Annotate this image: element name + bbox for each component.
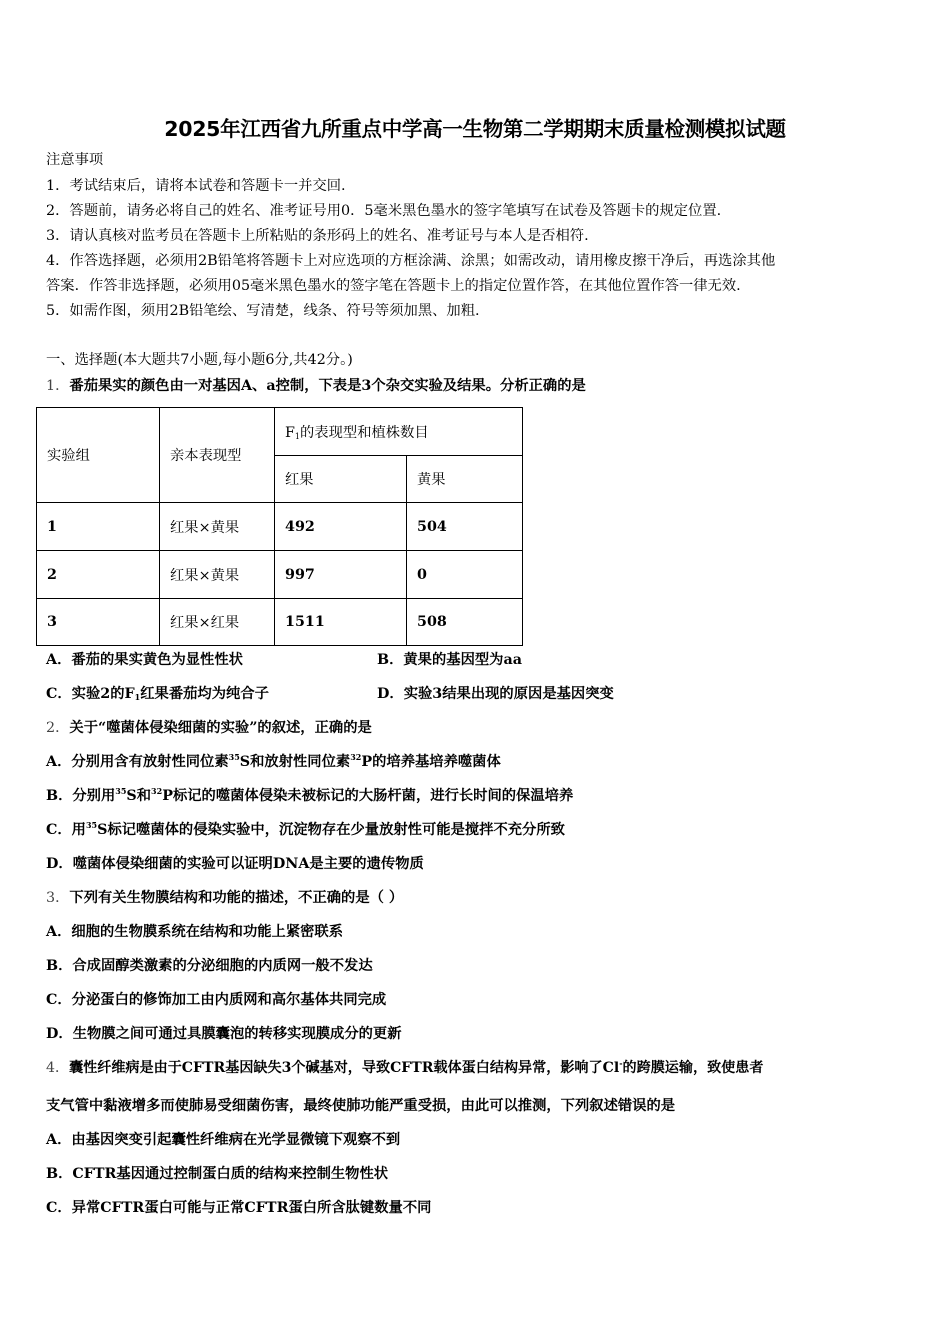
header-group: 实验组 [37, 408, 160, 503]
q1-option-c: C．实验2的$F_1$红果番茄均为纯合子 [46, 686, 269, 702]
cell-yellow: 0 [407, 551, 523, 599]
notice-item: 2．答题前，请务必将自己的姓名、准考证号用0．5毫米黑色墨水的签字笔填写在试卷及答题卡的规定位置. [46, 203, 722, 219]
question-number: 4． [46, 1060, 70, 1076]
question-1 [46, 376, 586, 396]
cell-group: 3 [37, 599, 160, 646]
q3-option-a: A．细胞的生物膜系统在结构和功能上紧密联系 [46, 924, 344, 940]
header-f1: $F_1$的表现型和植株数目 [275, 408, 523, 456]
q3-option-b: B．合成固醇类激素的分泌细胞的内质网一般不发达 [46, 958, 373, 974]
page-title: 2025年江西省九所重点中学高一生物第二学期期末质量检测模拟试题 [164, 117, 786, 141]
question-2 [46, 718, 372, 738]
question-stem: 下列有关生物膜结构和功能的描述，不正确的是（ ） [69, 890, 404, 906]
cell-parent: 红果×黄果 [160, 503, 275, 551]
question-number: 2． [46, 720, 70, 736]
cell-red: 997 [275, 551, 407, 599]
cell-yellow: 508 [407, 599, 523, 646]
section-heading: 一、选择题(本大题共7小题,每小题6分,共42分。) [46, 352, 353, 368]
question-number: 1． [46, 378, 70, 394]
notice-item: 3．请认真核对监考员在答题卡上所粘贴的条形码上的姓名、准考证号与本人是否相符. [46, 228, 589, 244]
q1-option-d: D．实验3结果出现的原因是基因突变 [377, 686, 614, 702]
q2-option-a: A．分别用含有放射性同位素$^{35}$S和放射性同位素$^{32}$P的培养基培养噬菌体 [46, 752, 501, 770]
q2-option-b: B．分别用$^{35}$S和$^{32}$P标记的噬菌体侵染未被标记的大肠杆菌，进行长时间的保温培养 [46, 786, 574, 804]
cell-group: 1 [37, 503, 160, 551]
table-row [37, 551, 523, 599]
q3-option-d: D．生物膜之间可通过具膜囊泡的转移实现膜成分的更新 [46, 1026, 402, 1042]
q4-option-a: A．由基因突变引起囊性纤维病在光学显微镜下观察不到 [46, 1132, 401, 1148]
header-parent: 亲本表现型 [160, 408, 275, 503]
cell-parent: 红果×红果 [160, 599, 275, 646]
q4-option-c: C．异常CFTR蛋白可能与正常CFTR蛋白所含肽键数量不同 [46, 1200, 432, 1216]
question-number: 3． [46, 890, 70, 906]
q2-option-d: D．噬菌体侵染细菌的实验可以证明DNA是主要的遗传物质 [46, 856, 424, 872]
header-yellow: 黄果 [407, 456, 523, 503]
experiment-table [36, 407, 523, 646]
notice-heading: 注意事项 [46, 152, 104, 168]
notice-item: 4．作答选择题，必须用2B铅笔将答题卡上对应选项的方框涂满、涂黑；如需改动，请用橡皮擦干净后，再选涂其他 [46, 253, 776, 269]
question-stem: 囊性纤维病是由于CFTR基因缺失3个碱基对，导致CFTR载体蛋白结构异常，影响了Cl [69, 1060, 620, 1076]
cell-group: 2 [37, 551, 160, 599]
cell-parent: 红果×黄果 [160, 551, 275, 599]
notice-item: 5．如需作图，须用2B铅笔绘、写清楚，线条、符号等须加黑、加粗. [46, 303, 480, 319]
cell-yellow: 504 [407, 503, 523, 551]
question-4-stem-cont: 支气管中黏液增多而使肺易受细菌伤害，最终使肺功能严重受损，由此可以推测，下列叙述错误的是 [46, 1098, 676, 1114]
q4-option-b: B．CFTR基因通过控制蛋白质的结构来控制生物性状 [46, 1166, 389, 1182]
cell-red: 1511 [275, 599, 407, 646]
question-3 [46, 888, 403, 908]
cell-red: 492 [275, 503, 407, 551]
q2-option-c: C．用$^{35}$S标记噬菌体的侵染实验中，沉淀物存在少量放射性可能是搅拌不充分所致 [46, 820, 565, 838]
table-row [37, 503, 523, 551]
notice-item: 1．考试结束后，请将本试卷和答题卡一并交回. [46, 178, 346, 194]
q3-option-c: C．分泌蛋白的修饰加工由内质网和高尔基体共同完成 [46, 992, 387, 1008]
question-stem: 关于“噬菌体侵染细菌的实验”的叙述，正确的是 [69, 720, 372, 736]
header-red: 红果 [275, 456, 407, 503]
question-stem: 番茄果实的颜色由一对基因A、a控制，下表是3个杂交实验及结果。分析正确的是 [69, 378, 586, 394]
notice-item: 答案．作答非选择题，必须用05毫米黑色墨水的签字笔在答题卡上的指定位置作答，在其他位置作答一律无效. [46, 278, 741, 294]
q1-option-a: A．番茄的果实黄色为显性性状 [46, 652, 243, 668]
q1-option-b: B．黄果的基因型为aa [377, 652, 522, 668]
table-row [37, 599, 523, 646]
question-4: 4．囊性纤维病是由于CFTR基因缺失3个碱基对，导致CFTR载体蛋白结构异常，影响了Cl-的跨膜运输，致使患者 [46, 1058, 764, 1076]
